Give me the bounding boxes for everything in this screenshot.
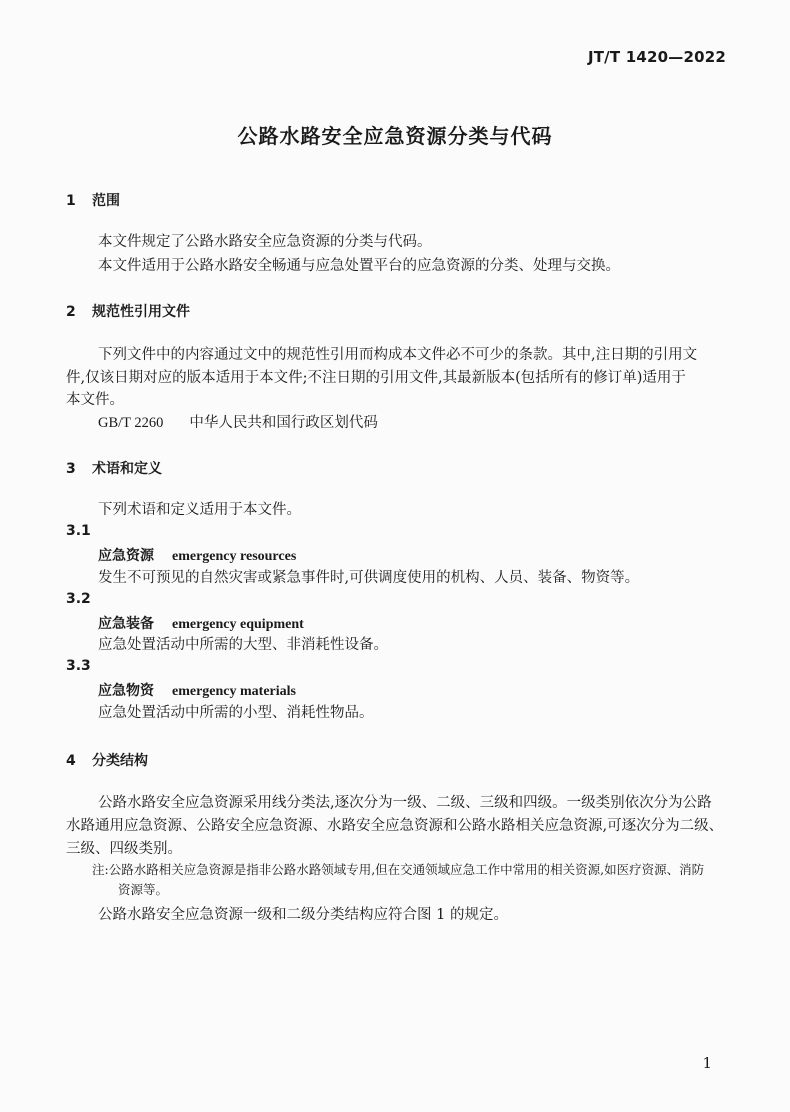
section-2-line-3: 本文件。 [66, 392, 124, 408]
section-4-line-2: 水路通用应急资源、公路安全应急资源、水路安全应急资源和公路水路相关应急资源,可逐次分为二级、 [66, 818, 724, 834]
section-number: 3 [66, 461, 76, 477]
term-definition: 应急处置活动中所需的大型、非消耗性设备。 [98, 637, 388, 653]
term-definition: 发生不可预见的自然灾害或紧急事件时,可供调度使用的机构、人员、装备、物资等。 [98, 570, 640, 586]
term-number: 3.1 [66, 523, 91, 539]
section-title: 分类结构 [92, 753, 148, 769]
section-3-heading [66, 458, 162, 478]
section-title: 规范性引用文件 [92, 304, 190, 320]
term-zh: 应急资源 [98, 548, 154, 564]
term-en: emergency resources [172, 549, 297, 564]
reference-code: GB/T 2260 [98, 415, 164, 431]
page-number: 1 [702, 1054, 712, 1072]
term-heading [98, 613, 304, 633]
section-1-heading [66, 190, 120, 210]
section-2-line-2: 件,仅该日期对应的版本适用于本文件;不注日期的引用文件,其最新版本(包括所有的修订单)适用于 [66, 370, 686, 386]
section-4-closing: 公路水路安全应急资源一级和二级分类结构应符合图 1 的规定。 [98, 907, 508, 923]
term-number: 3.3 [66, 658, 91, 674]
term-en: emergency materials [172, 684, 296, 699]
term-zh: 应急物资 [98, 683, 154, 699]
normative-reference [98, 411, 763, 435]
section-4-line-3: 三级、四级类别。 [66, 841, 182, 857]
section-1-paragraph-1: 本文件规定了公路水路安全应急资源的分类与代码。 [98, 234, 432, 250]
section-3-intro: 下列术语和定义适用于本文件。 [98, 502, 301, 518]
section-1-paragraph-2: 本文件适用于公路水路安全畅通与应急处置平台的应急资源的分类、处理与交换。 [98, 258, 620, 274]
note-line-1: 注:公路水路相关应急资源是指非公路水路领域专用,但在交通领域应急工作中常用的相关资源,如医疗资源、消防 [92, 862, 705, 877]
term-en: emergency equipment [172, 617, 304, 632]
term-heading [98, 680, 296, 700]
section-number: 1 [66, 193, 76, 209]
note-line-2: 资源等。 [118, 882, 169, 897]
section-2-line-1: 下列文件中的内容通过文中的规范性引用而构成本文件必不可少的条款。其中,注日期的引用文 [98, 347, 698, 363]
standard-code: JT/T 1420—2022 [587, 48, 726, 66]
section-4-line-1: 公路水路安全应急资源采用线分类法,逐次分为一级、二级、三级和四级。一级类别依次分为公路 [98, 795, 712, 811]
term-heading [98, 545, 296, 565]
term-number: 3.2 [66, 591, 91, 607]
section-2-heading [66, 301, 190, 321]
term-zh: 应急装备 [98, 616, 154, 632]
section-number: 2 [66, 304, 76, 320]
reference-title: 中华人民共和国行政区划代码 [189, 415, 378, 431]
document-title: 公路水路安全应急资源分类与代码 [237, 124, 553, 148]
section-title: 范围 [92, 193, 120, 209]
section-title: 术语和定义 [92, 461, 162, 477]
term-definition: 应急处置活动中所需的小型、消耗性物品。 [98, 705, 374, 721]
section-number: 4 [66, 753, 76, 769]
section-4-heading [66, 750, 148, 770]
